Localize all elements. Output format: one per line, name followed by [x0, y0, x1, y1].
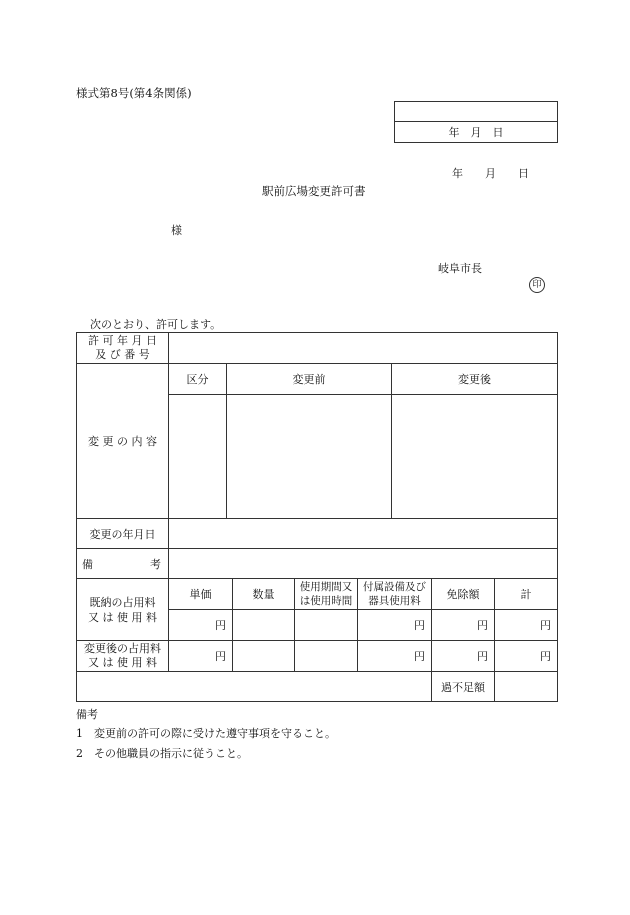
paid-fee-label-line1: 既納の占用料: [89, 595, 156, 609]
addressee-suffix: 様: [171, 224, 182, 237]
col-before-header: 変更前: [292, 373, 326, 386]
change-content-label: 変 更 の 内 容: [88, 435, 157, 448]
new-exemption-yen: 円: [477, 650, 488, 663]
permit-date-label-line2: 及 び 番 号: [95, 348, 150, 361]
col-equipment-header: [358, 579, 431, 609]
paid-equipment-yen: 円: [414, 619, 425, 632]
note-item-1: 1 変更前の許可の際に受けた遵守事項を守ること。: [76, 727, 336, 740]
remarks-label-1: 備: [82, 558, 93, 571]
new-equipment-yen: 円: [414, 650, 425, 663]
new-fee-label-line1: 変更後の占用料: [84, 642, 161, 655]
paid-exemption-yen: 円: [477, 619, 488, 632]
paid-unit-price-yen: 円: [215, 619, 226, 632]
col-period-header: [295, 579, 357, 609]
issuer-name: 岐阜市長: [438, 262, 482, 275]
issue-date: 年 月 日: [452, 167, 529, 180]
note-item-2: 2 その他職員の指示に従うこと。: [76, 747, 248, 760]
new-total-yen: 円: [540, 650, 551, 663]
seal-char: 印: [532, 280, 542, 290]
col-quantity-header: 数量: [252, 588, 275, 601]
change-date-label: 変更の年月日: [89, 527, 156, 541]
col-exemption-header: 免除額: [446, 588, 480, 601]
intro-text: 次のとおり、許可します。: [90, 318, 222, 331]
permit-date-label-line1: 許 可 年 月 日: [88, 334, 157, 347]
col-total-header: 計: [520, 588, 532, 601]
notes-heading: 備考: [76, 708, 98, 721]
top-box-date: 年 月 日: [448, 126, 504, 139]
col-period-header-text: 使用期間又は使用時間: [299, 581, 353, 607]
form-number: 様式第8号(第4条関係): [76, 86, 192, 100]
shortfall-label: 過不足額: [441, 680, 485, 694]
col-category-header: 区分: [186, 373, 209, 386]
paid-total-yen: 円: [540, 619, 551, 632]
col-equipment-header-text: 付属設備及び器具使用料: [363, 581, 426, 607]
col-unit-price-header: 単価: [189, 588, 212, 601]
paid-fee-label-line2: 又 は 使 用 料: [88, 610, 157, 624]
new-fee-label-line2: 又 は 使 用 料: [88, 656, 157, 669]
new-unit-price-yen: 円: [215, 650, 226, 663]
paid-fee-label: [77, 579, 168, 640]
permit-date-label: [77, 333, 168, 363]
col-after-header: 変更後: [458, 373, 491, 386]
new-fee-label: [77, 641, 168, 671]
document-title: 駅前広場変更許可書: [262, 184, 366, 198]
seal-mark: [529, 277, 545, 293]
remarks-label-2: 考: [150, 558, 161, 571]
